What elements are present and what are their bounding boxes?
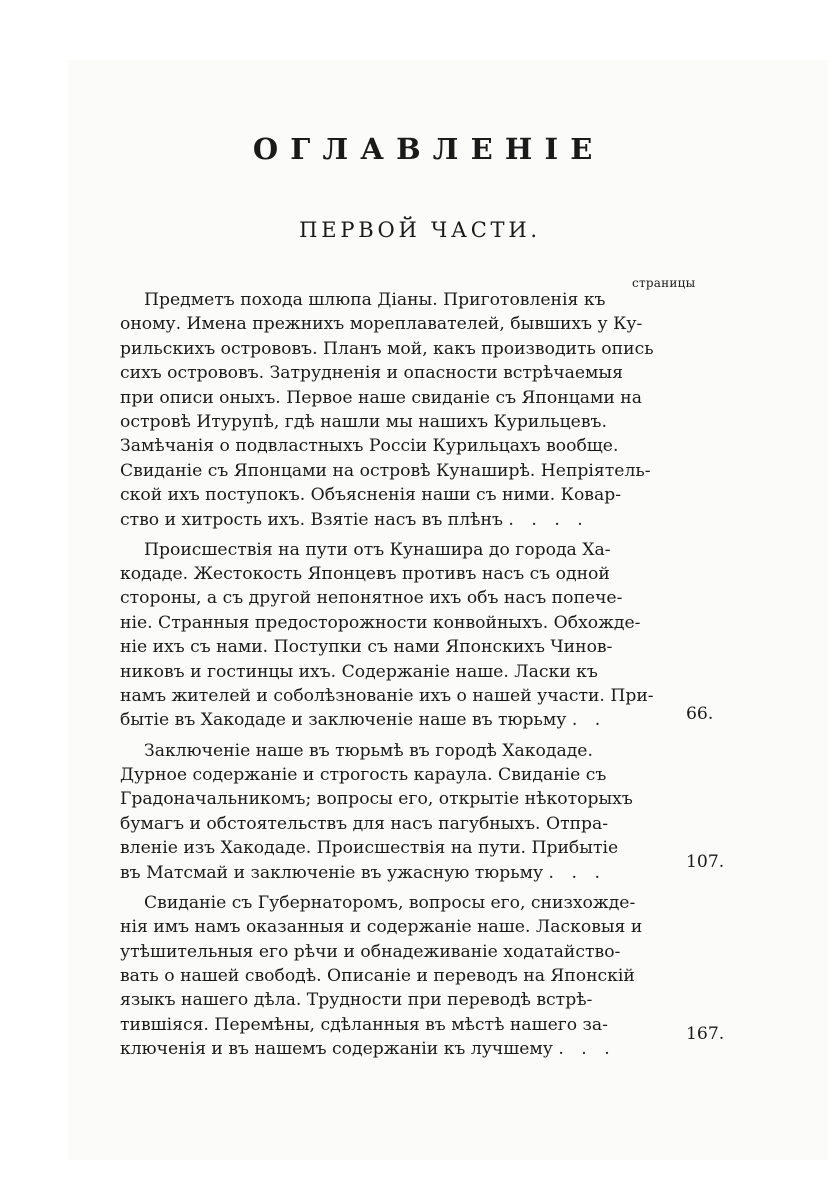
entry-line: языкъ нашего дѣла. Трудности при переводѣ встрѣ- [120,990,593,1011]
entry-line: Заключенiе наше въ тюрьмѣ въ городѣ Хакодаде. [144,740,593,761]
page-number: 66. [686,704,714,724]
entry-line: при описи оныхъ. Первое наше свиданiе съ Японцами на [120,387,642,408]
entry-line: ской ихъ поступокъ. Объясненiя наши съ ними. Ковар- [120,485,622,506]
toc-entries [120,288,720,1067]
leader-dots: . . . [548,862,606,883]
entry-line: кодаде. Жестокость Японцевъ противъ насъ съ одной [120,564,610,585]
entry-line: вать о нашей свободѣ. Описанiе и переводъ на Японскiй [120,965,635,986]
entry-line: нiе. Странныя предосторожности конвойныхъ. Обхожде- [120,612,641,633]
entry-line: утѣшительныя его рѣчи и обнадеживанiе ходатайство- [120,941,621,962]
page-number: 107. [686,852,725,872]
part-subtitle: ПЕРВОЙ ЧАСТИ. [299,218,541,242]
entry-line: Происшествiя на пути отъ Кунашира до города Ха- [144,539,611,560]
entry-line: Свиданiе съ Губернаторомъ, вопросы его, снизхожде- [144,892,636,913]
entry-line: нiе ихъ съ нами. Поступки съ нами Японскихъ Чинов- [120,637,613,658]
entry-line: Дурное содержанiе и строгость караула. Свиданiе съ [120,765,607,786]
entry-last-line [120,1037,720,1061]
toc-entry [120,538,720,733]
entry-line: нiя имъ намъ оказанныя и содержанiе наше. Ласковыя и [120,917,643,938]
entry-text: бытiе въ Хакодаде и заключенiе наше въ тюрьму [120,710,567,731]
pages-column-header: страницы [632,276,696,290]
entry-line: тившiяся. Перемѣны, сдѣланныя въ мѣстѣ нашего за- [120,1014,608,1035]
entry-line: островѣ Итурупѣ, гдѣ нашли мы нашихъ Курильцевъ. [120,411,607,432]
leader-dots: . . . [558,1039,616,1060]
entry-line: намъ жителей и соболѣзнованiе ихъ о нашей участи. При- [120,686,654,707]
entry-line: Предметъ похода шлюпа Дiаны. Приготовленiя къ [144,290,606,310]
entry-line: бумагъ и обстоятельствъ для насъ пагубныхъ. Отпра- [120,813,609,834]
entry-line: сихъ острововъ. Затрудненiя и опасности встрѣчаемыя [120,363,623,384]
entry-line: рильскихъ острововъ. Планъ мой, какъ производить опись [120,338,654,359]
entry-line: Градоначальникомъ; вопросы его, открытiе нѣкоторыхъ [120,789,633,810]
entry-text: ство и хитрость ихъ. Взятiе насъ въ плѣнъ [120,509,503,530]
leader-dots: . . . . [508,509,589,530]
page-title: ОГЛАВЛЕНIЕ [252,132,605,166]
toc-entry [120,739,720,885]
entry-text: ключенiя и въ нашемъ содержанiи къ лучшему [120,1039,553,1060]
entry-line: Замѣчанiя о подвластныхъ Россiи Курильцахъ вообще. [120,436,619,457]
entry-line: стороны, а съ другой непонятное ихъ объ насъ попече- [120,588,623,609]
toc-entry [120,288,720,532]
entry-line: оному. Имена прежнихъ мореплавателей, бывшихъ у Ку- [120,314,643,335]
page-number: 167. [686,1024,725,1044]
entry-last-line [120,508,720,532]
entry-line: Свиданiе съ Японцами на островѣ Кунаширѣ. Непрiятель- [120,460,651,481]
toc-entry [120,891,720,1062]
entry-line: никовъ и гостинцы ихъ. Содержанiе наше. Ласки къ [120,661,598,682]
entry-last-line [120,861,720,885]
leader-dots: . . [571,710,607,731]
entry-last-line [120,708,720,732]
entry-text: въ Матсмай и заключенiе въ ужасную тюрьму [120,862,544,883]
entry-line: вленiе изъ Хакодаде. Происшествiя на пути. Прибытiе [120,838,619,859]
